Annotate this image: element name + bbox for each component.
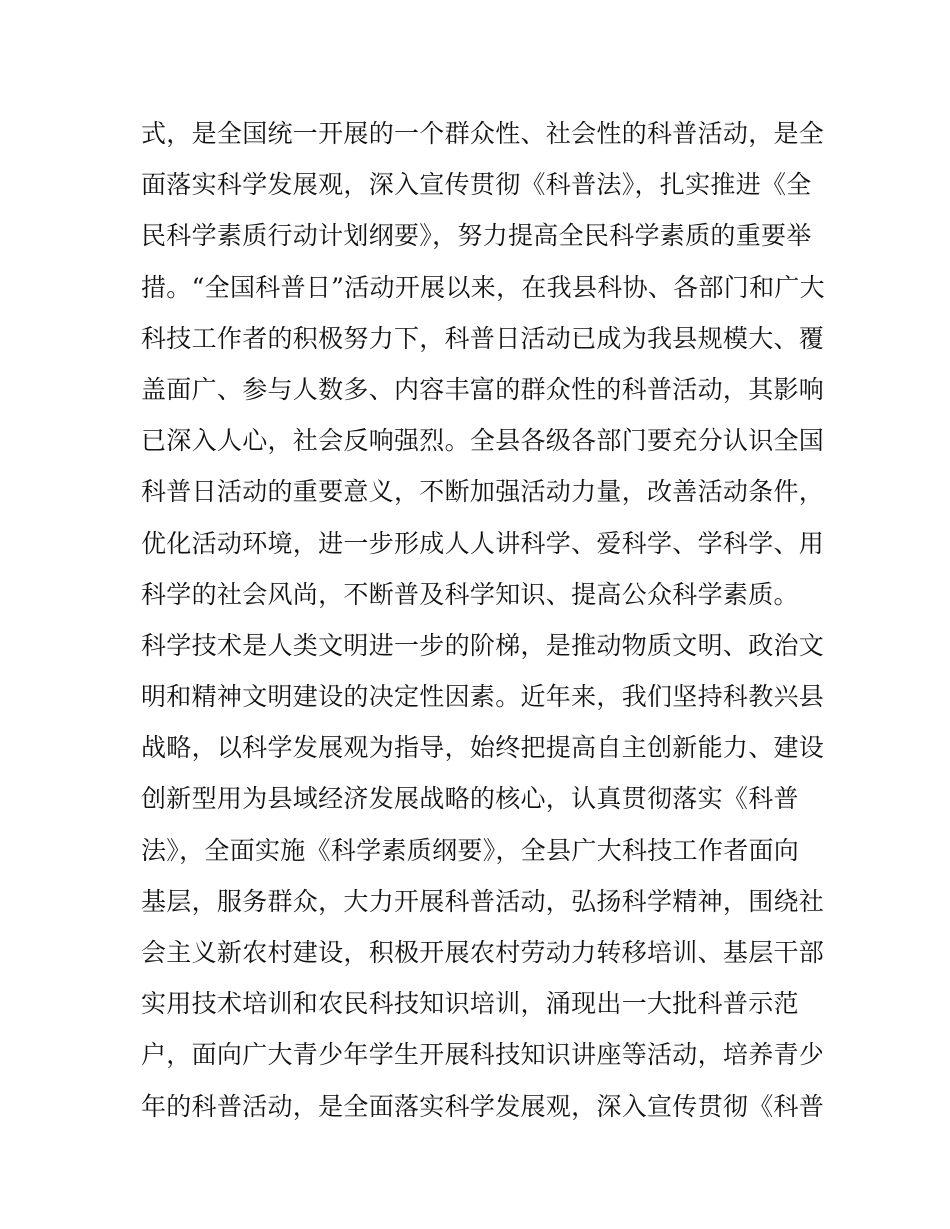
text-line: 盖面广、参与人数多、内容丰富的群众性的科普活动，其影响 — [141, 374, 825, 404]
text-line: 会主义新农村建设，积极开展农村劳动力转移培训、基层干部 — [141, 938, 825, 967]
text-line: 户，面向广大青少年学生开展科技知识讲座等活动，培养青少 — [141, 1040, 825, 1070]
text-line: 科普日活动的重要意义，不断加强活动力量，改善活动条件， — [141, 477, 825, 507]
text-line: 式，是全国统一开展的一个群众性、社会性的科普活动，是全 — [141, 119, 825, 148]
text-line: 民科学素质行动计划纲要》，努力提高全民科学素质的重要举 — [141, 221, 812, 251]
text-line: 科技工作者的积极努力下，科普日活动已成为我县规模大、覆 — [141, 323, 825, 353]
body-text — [141, 108, 825, 1132]
text-line: 年的科普活动，是全面落实科学发展观，深入宣传贯彻《科普 — [141, 1091, 825, 1121]
text-line: 战略，以科学发展观为指导，始终把提高自主创新能力、建设 — [141, 733, 825, 763]
text-line: 面落实科学发展观，深入宣传贯彻《科普法》，扎实推进《全 — [141, 170, 812, 200]
text-line: 法》，全面实施《科学素质纲要》，全县广大科技工作者面向 — [141, 835, 800, 865]
text-line: 措。“全国科普日”活动开展以来，在我县科协、各部门和广大 — [141, 272, 825, 302]
text-line: 科学技术是人类文明进一步的阶梯，是推动物质文明、政治文 — [141, 630, 825, 660]
text-line: 已深入人心，社会反响强烈。全县各级各部门要充分认识全国 — [141, 426, 825, 456]
text-line: 科学的社会风尚，不断普及科学知识、提高公众科学素质。 — [141, 579, 799, 609]
text-line: 明和精神文明建设的决定性因素。近年来，我们坚持科教兴县 — [141, 682, 825, 712]
text-line: 基层，服务群众，大力开展科普活动，弘扬科学精神，围绕社 — [141, 886, 825, 916]
text-line: 创新型用为县域经济发展战略的核心，认真贯彻落实《科普 — [141, 784, 799, 814]
text-line: 实用技术培训和农民科技知识培训，涌现出一大批科普示范 — [141, 989, 799, 1019]
text-line: 优化活动环境，进一步形成人人讲科学、爱科学、学科学、用 — [141, 528, 825, 558]
